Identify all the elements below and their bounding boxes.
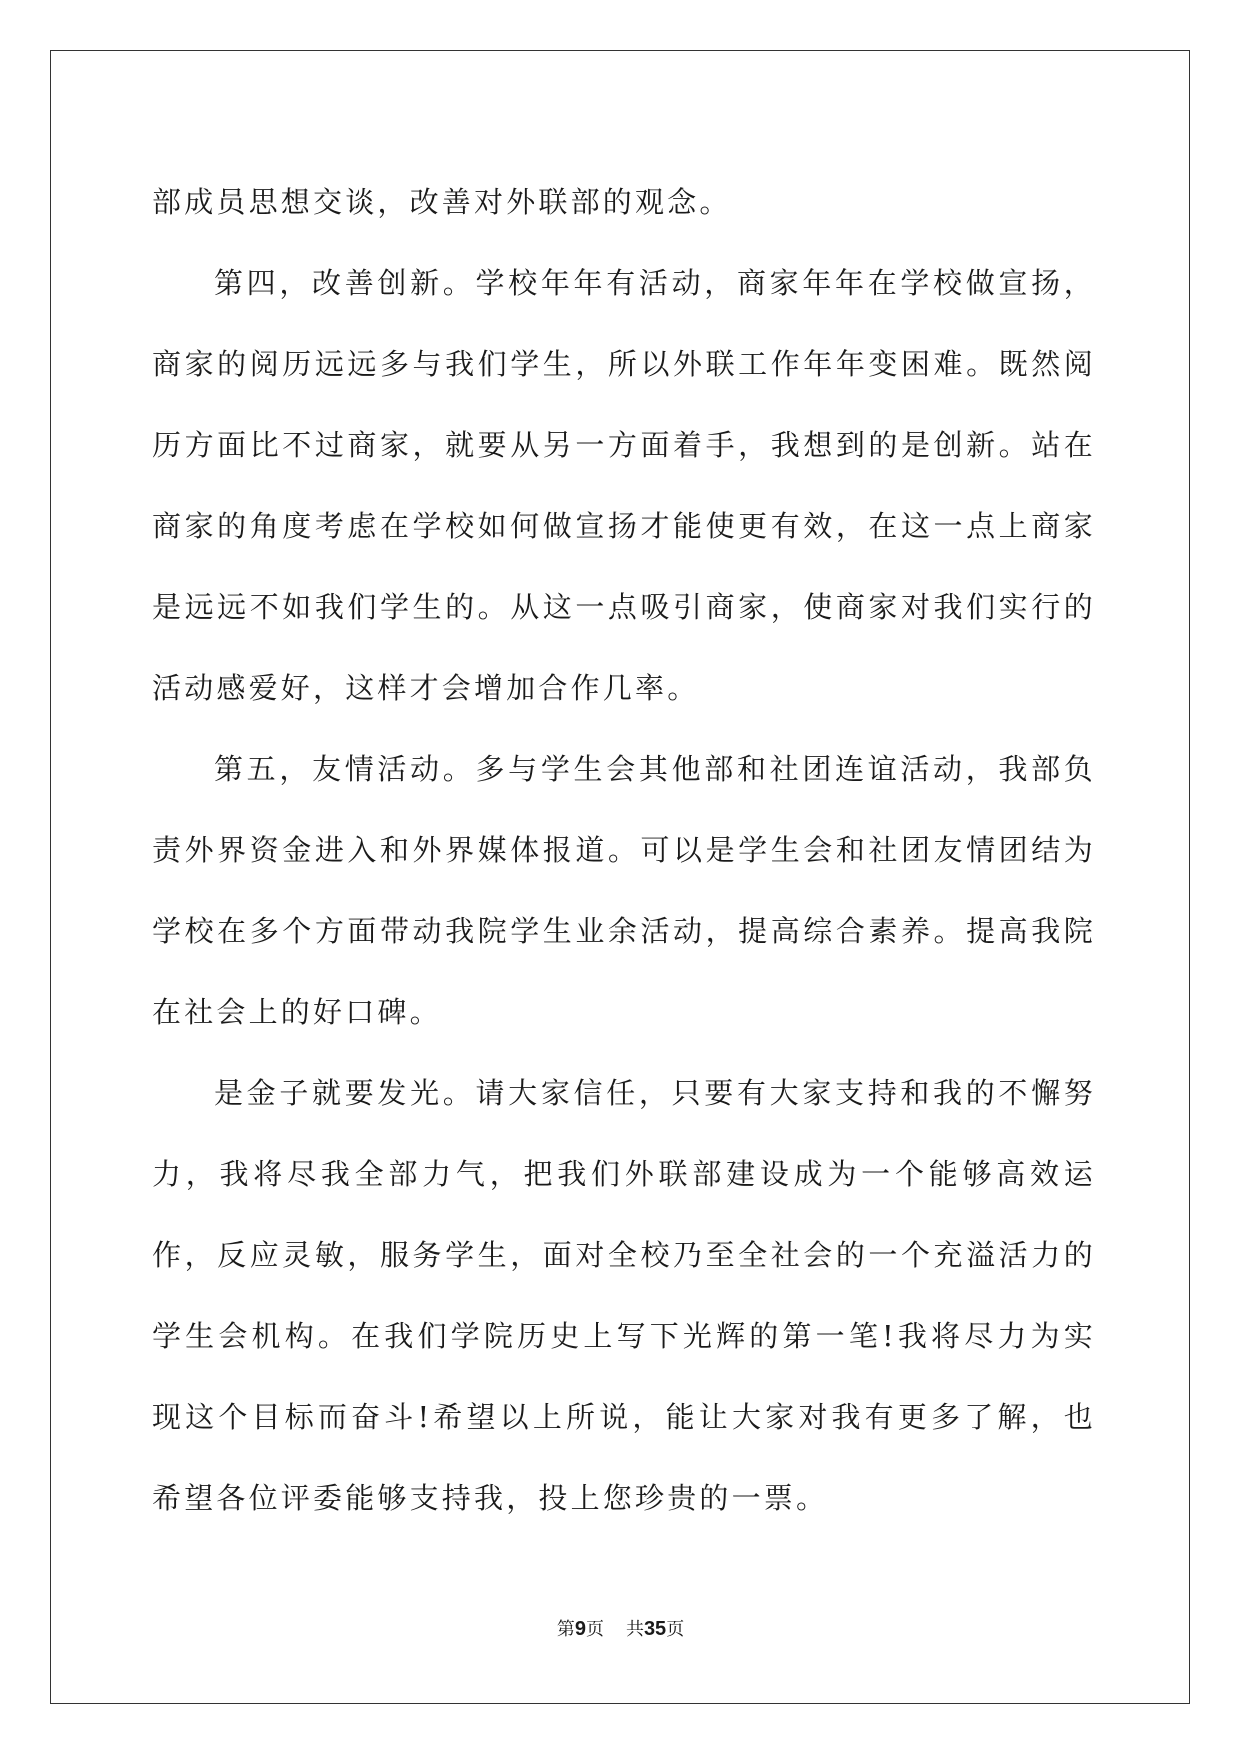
document-body <box>152 162 1096 1539</box>
total-suffix: 页 <box>666 1619 685 1640</box>
page-footer <box>0 1617 1241 1642</box>
page-prefix: 第 <box>556 1619 575 1640</box>
paragraph-closing: 是金子就要发光。请大家信任，只要有大家支持和我的不懈努力，我将尽我全部力气，把我们外联部建设成为一个能够高效运作，反应灵敏，服务学生，面对全校乃至全社会的一个充溢活力的学生会机构。在我们学院历史上写下光辉的第一笔!我将尽力为实现这个目标而奋斗!希望以上所说，能让大家对我有更多了解，也希望各位评委能够支持我，投上您珍贵的一票。 <box>152 1076 1096 1515</box>
paragraph-continuation: 部成员思想交谈，改善对外联部的观念。 <box>152 185 732 219</box>
total-pages: 35 <box>643 1618 667 1640</box>
page-number: 9 <box>574 1618 586 1640</box>
paragraph-fifth-point: 第五，友情活动。多与学生会其他部和社团连谊活动，我部负责外界资金进入和外界媒体报道。可以是学生会和社团友情团结为学校在多个方面带动我院学生业余活动，提高综合素养。提高我院在社会上的好口碑。 <box>152 752 1096 1029</box>
paragraph-fourth-point: 第四，改善创新。学校年年有活动，商家年年在学校做宣扬，商家的阅历远远多与我们学生，所以外联工作年年变困难。既然阅历方面比不过商家，就要从另一方面着手，我想到的是创新。站在商家的角度考虑在学校如何做宣扬才能使更有效，在这一点上商家是远远不如我们学生的。从这一点吸引商家，使商家对我们实行的活动感爱好，这样才会增加合作几率。 <box>152 266 1096 705</box>
page-suffix: 页 <box>585 1619 604 1640</box>
total-prefix: 共 <box>625 1619 644 1640</box>
